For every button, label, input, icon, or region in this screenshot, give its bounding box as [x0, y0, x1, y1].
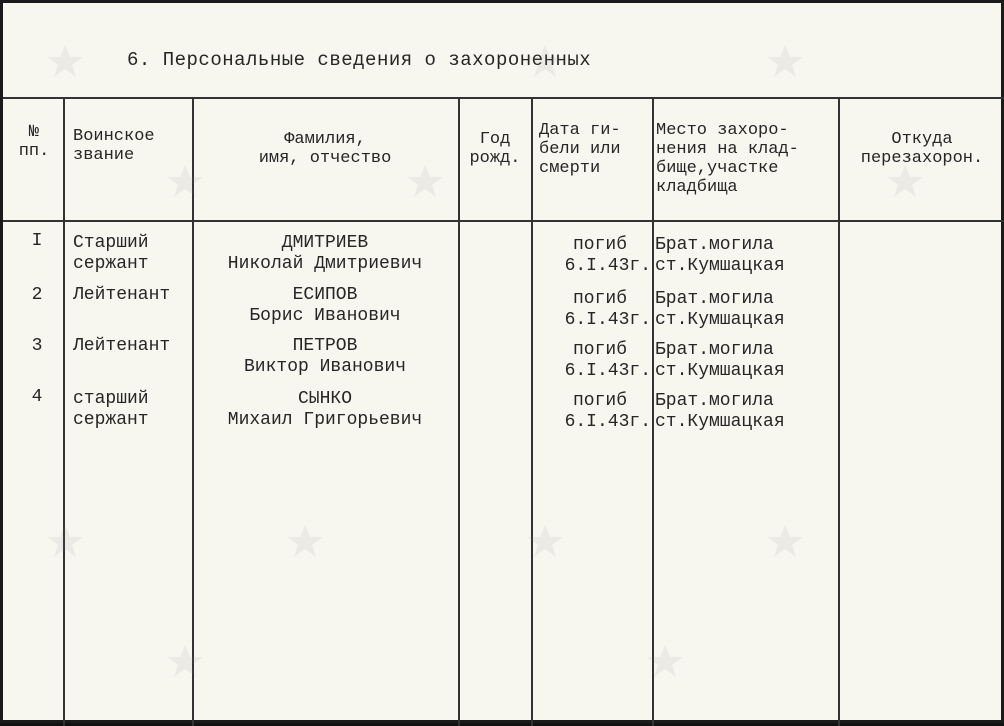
- row-1-rank: Старший сержант: [73, 233, 149, 274]
- row-2-num: 2: [31, 285, 43, 305]
- column-divider: [652, 97, 654, 726]
- row-3-name: ПЕТРОВ Виктор Иванович: [243, 336, 407, 377]
- watermark-icon: [283, 523, 327, 559]
- row-2-rank: Лейтенант: [73, 285, 171, 305]
- row-1-num: I: [31, 231, 43, 251]
- watermark-icon: [523, 43, 567, 79]
- watermark-icon: [523, 523, 567, 559]
- section-title: 6. Персональные сведения о захороненных: [127, 49, 592, 71]
- watermark-icon: [763, 523, 807, 559]
- table-top-rule: [3, 97, 1004, 99]
- header-reburied-from: Откуда перезахорон.: [860, 130, 984, 168]
- row-3-place: Брат.могила ст.Кумшацкая: [655, 340, 785, 381]
- watermark-icon: [643, 643, 687, 679]
- row-2-place: Брат.могила ст.Кумшацкая: [655, 289, 785, 330]
- watermark-icon: [763, 43, 807, 79]
- row-3-num: 3: [31, 336, 43, 356]
- watermark-icon: [163, 643, 207, 679]
- watermark-icon: [403, 163, 447, 199]
- header-burial-place: Место захоро- нения на клад- бище,участке кладбища: [656, 121, 799, 197]
- row-1-death: погиб 6.I.43г.: [564, 235, 651, 276]
- row-2-death: погиб 6.I.43г.: [564, 289, 651, 330]
- column-divider: [531, 97, 533, 726]
- header-birth-year: Год рожд.: [469, 130, 521, 168]
- row-1-place: Брат.могила ст.Кумшацкая: [655, 235, 785, 276]
- watermark-icon: [43, 43, 87, 79]
- watermark-icon: [883, 163, 927, 199]
- row-4-name: СЫНКО Михаил Григорьевич: [227, 389, 423, 430]
- header-bottom-rule: [3, 220, 1004, 222]
- row-2-name: ЕСИПОВ Борис Иванович: [249, 285, 401, 326]
- row-4-num: 4: [31, 387, 43, 407]
- header-name: Фамилия, имя, отчество: [258, 130, 392, 168]
- row-1-name: ДМИТРИЕВ Николай Дмитриевич: [227, 233, 423, 274]
- header-num: № пп.: [18, 123, 50, 161]
- watermark-icon: [43, 523, 87, 559]
- row-3-rank: Лейтенант: [73, 336, 171, 356]
- column-divider: [63, 97, 65, 726]
- row-4-place: Брат.могила ст.Кумшацкая: [655, 391, 785, 432]
- watermark-icon: [163, 163, 207, 199]
- header-death-date: Дата ги- бели или смерти: [539, 121, 621, 178]
- row-4-death: погиб 6.I.43г.: [564, 391, 651, 432]
- column-divider: [838, 97, 840, 726]
- row-4-rank: старший сержант: [73, 389, 149, 430]
- header-rank: Воинское звание: [73, 127, 155, 165]
- row-3-death: погиб 6.I.43г.: [564, 340, 651, 381]
- column-divider: [458, 97, 460, 726]
